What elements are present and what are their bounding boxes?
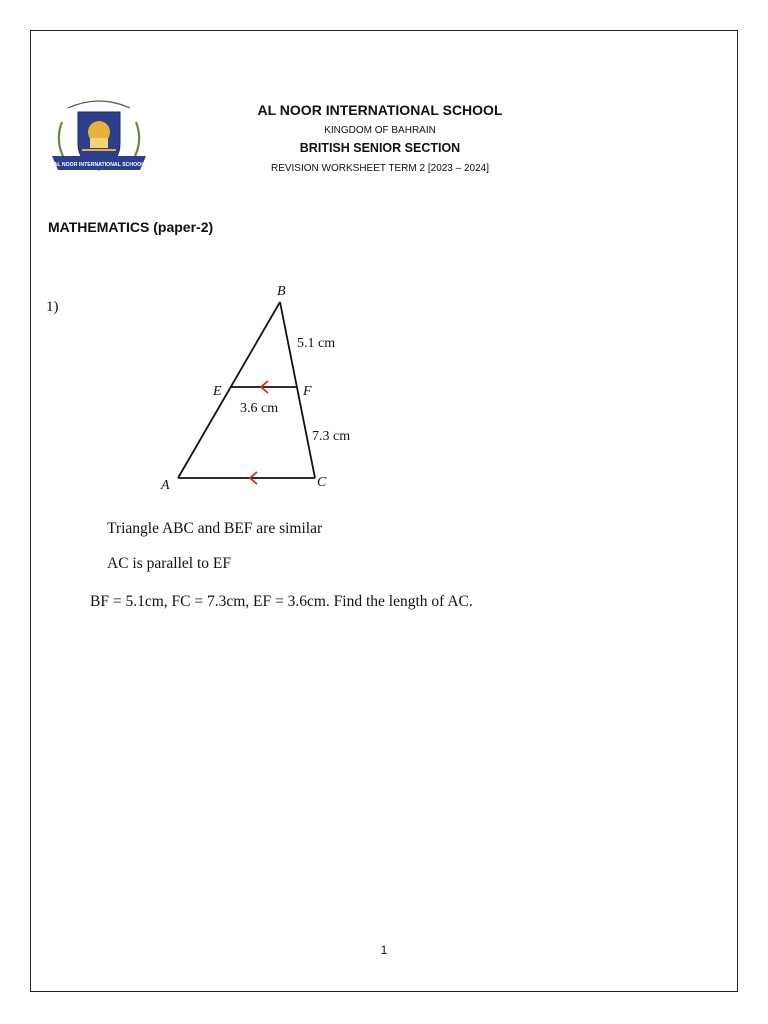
question-line-3: BF = 5.1cm, FC = 7.3cm, EF = 3.6cm. Find the length of AC.	[90, 593, 473, 610]
label-a: A	[161, 478, 170, 493]
page-number: 1	[380, 943, 388, 957]
question-line-2: AC is parallel to EF	[107, 555, 231, 572]
label-f: F	[303, 384, 312, 399]
label-c: C	[317, 475, 327, 490]
question-number: 1)	[46, 299, 59, 315]
triangle-diagram	[150, 275, 370, 500]
worksheet-title: REVISION WORKSHEET TERM 2 [2023 – 2024]	[270, 163, 490, 174]
school-section: BRITISH SENIOR SECTION	[299, 141, 461, 155]
logo-banner-text: AL NOOR INTERNATIONAL SCHOOL	[53, 162, 145, 168]
question-line-1: Triangle ABC and BEF are similar	[107, 520, 323, 537]
label-b: B	[277, 284, 286, 299]
length-fc: 7.3 cm	[312, 429, 351, 444]
label-e: E	[213, 384, 222, 399]
school-crest-logo	[46, 92, 152, 184]
school-name: AL NOOR INTERNATIONAL SCHOOL	[257, 102, 503, 118]
school-country: KINGDOM OF BAHRAIN	[324, 125, 436, 136]
subject-title: MATHEMATICS (paper-2)	[48, 219, 214, 235]
length-bf: 5.1 cm	[297, 336, 336, 351]
length-ef: 3.6 cm	[240, 401, 279, 416]
